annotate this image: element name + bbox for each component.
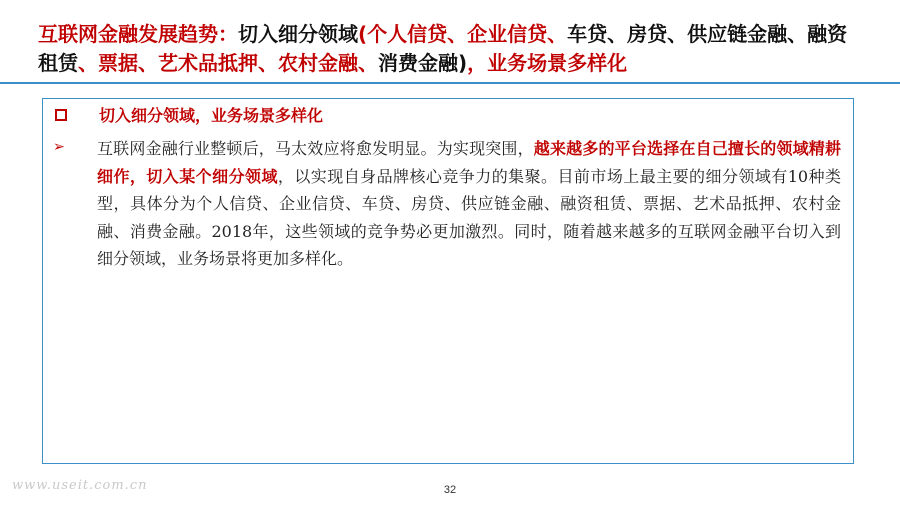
slide-title (38, 20, 858, 78)
section-heading: 切入细分领域，业务场景多样化 (99, 106, 324, 125)
content-box (42, 98, 854, 464)
title-part-6: 消费金融) (378, 51, 468, 75)
title-divider (0, 82, 900, 84)
title-part-3: (个人信贷、企业信贷、 (358, 22, 568, 46)
title-part-7: ，业务场景多样化 (467, 51, 628, 75)
title-part-1: 互联网金融发展趋势： (38, 22, 238, 46)
arrow-bullet-icon: ➢ (53, 139, 65, 155)
title-part-4: 车贷、房贷、供应链金融、融资租赁 (38, 22, 848, 75)
title-part-5: 、票据、艺术品抵押、农村金融、 (78, 51, 378, 75)
title-part-2: 切入细分领域 (238, 22, 358, 46)
watermark: www.useit.com.cn (12, 478, 148, 493)
page-number: 32 (443, 484, 457, 496)
paragraph-segment-1: 互联网金融行业整顿后，马太效应将愈发明显。为实现突围， (97, 139, 534, 158)
paragraph-segment-3: ，以实现自身品牌核心竞争力的集聚。目前市场上最主要的细分领域有10种类型，具体分为个人信贷、企业信贷、车贷、房贷、供应链金融、融资租赁、票据、艺术品抵押、农村金融、消费金融。2018年，这些领域的竞争势必更加激烈。同时，随着越来越多的互联网金融平台切入到细分领域，业务场景将更加多样化。 (97, 166, 841, 268)
square-bullet-icon (55, 109, 67, 121)
paragraph-emphasis: 越来越多的平台选择在自己擅长的领域精耕细作，切入某个细分领域 (97, 139, 841, 186)
body-paragraph (97, 135, 841, 273)
